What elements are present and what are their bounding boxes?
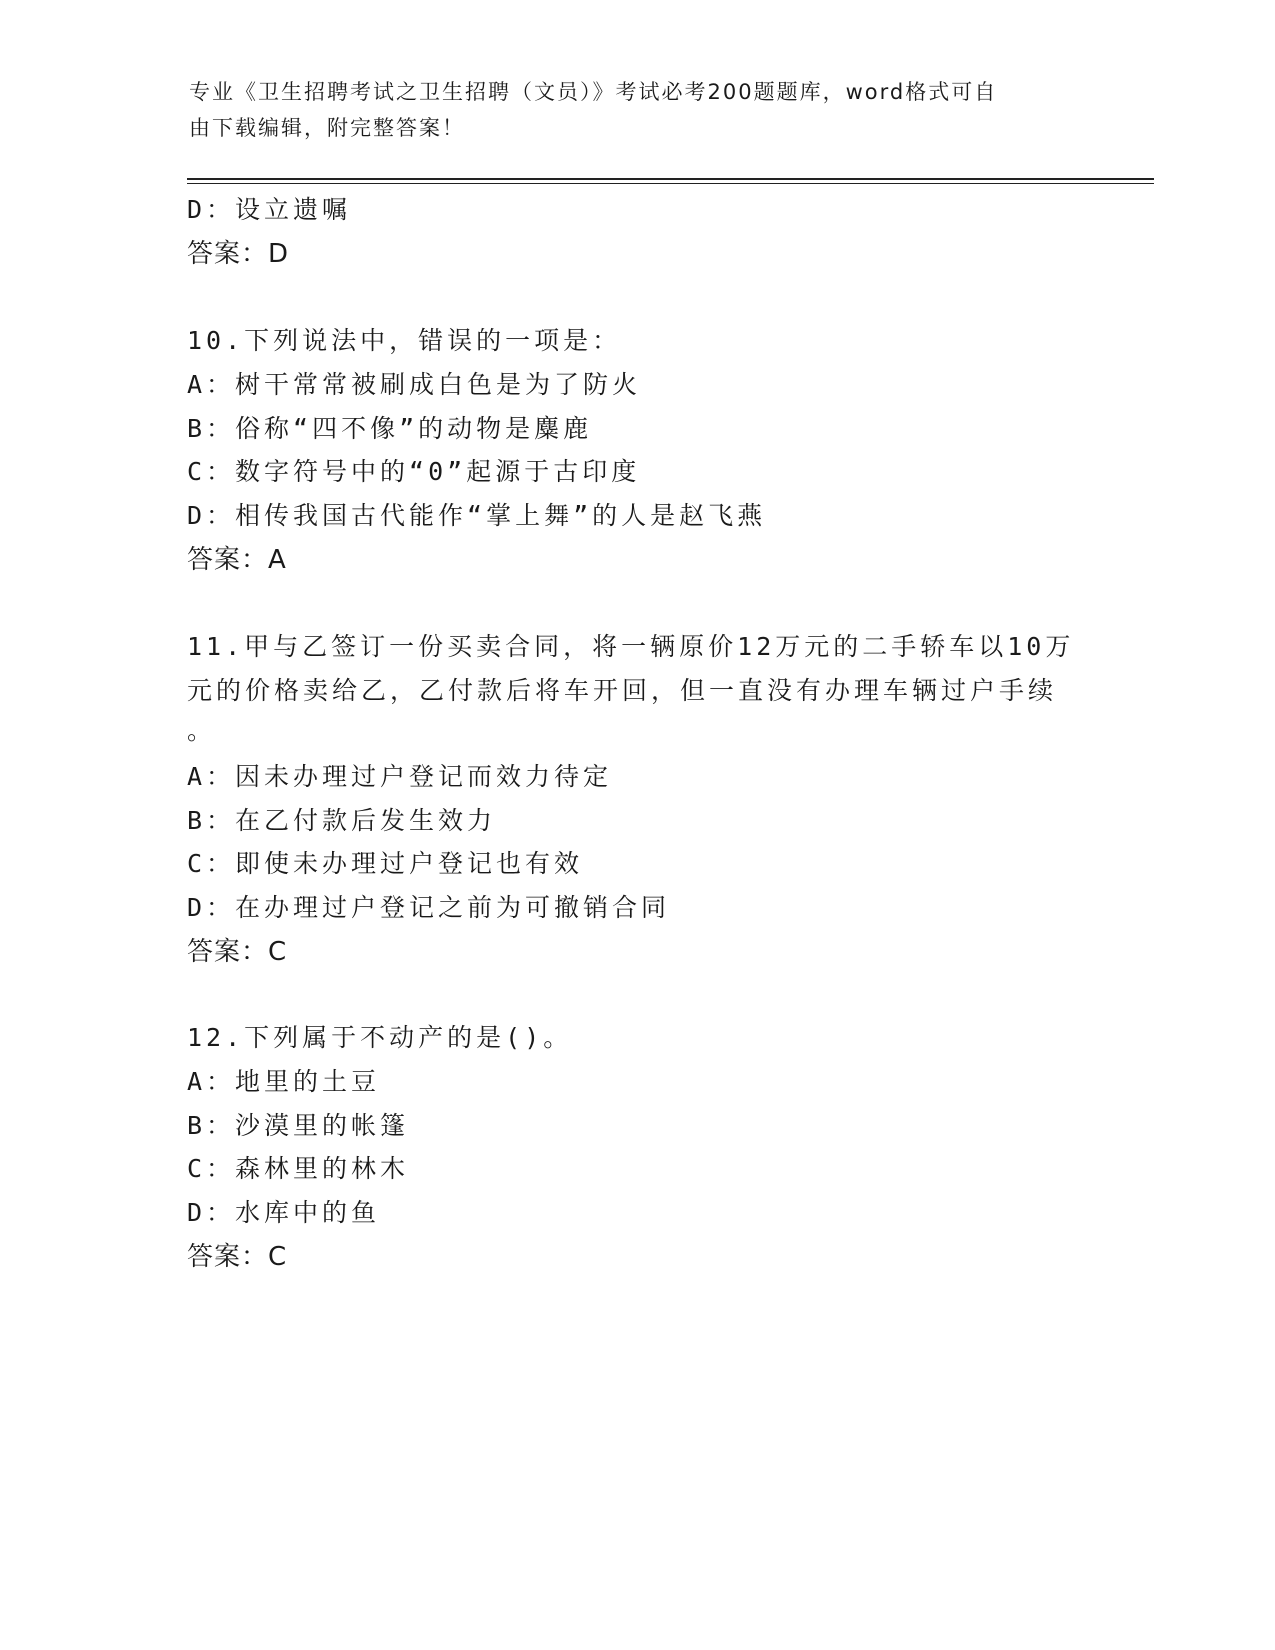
q10-option-b: B：俗称“四不像”的动物是麋鹿 [187,414,593,443]
header-rule-thin [187,183,1154,184]
q10-option-c: C：数字符号中的“0”起源于古印度 [187,457,641,486]
q12-option-b: B：沙漠里的帐篷 [187,1111,410,1140]
header-rule-thick [187,178,1154,180]
header-line-2: 由下载编辑，附完整答案！ [189,116,465,140]
q11-question-line-3: 。 [187,716,217,745]
q10-option-a: A：树干常常被刷成白色是为了防火 [187,370,642,399]
q11-option-d: D：在办理过户登记之前为可撤销合同 [187,893,671,922]
q11-option-c: C：即使未办理过户登记也有效 [187,849,584,878]
q11-option-b: B：在乙付款后发生效力 [187,806,497,835]
q11-question-line-1: 11.甲与乙签订一份买卖合同，将一辆原价12万元的二手轿车以10万 [187,632,1075,661]
q9-option-d: D：设立遗嘱 [187,195,352,224]
q11-answer: 答案：C [187,937,288,967]
q10-answer: 答案：A [187,545,287,575]
q12-option-a: A：地里的土豆 [187,1067,381,1096]
q12-option-d: D：水库中的鱼 [187,1198,381,1227]
header-line-1: 专业《卫生招聘考试之卫生招聘（文员）》考试必考200题题库，word格式可自 [189,80,998,104]
document-header [189,74,1089,146]
q10-option-d: D：相传我国古代能作“掌上舞”的人是赵飞燕 [187,501,767,530]
q11-question-line-2: 元的价格卖给乙，乙付款后将车开回，但一直没有办理车辆过户手续 [187,676,1058,705]
q9-answer: 答案：D [187,239,290,269]
q10-question: 10.下列说法中，错误的一项是： [187,326,622,355]
q12-question: 12.下列属于不动产的是()。 [187,1023,573,1052]
q11-option-a: A：因未办理过户登记而效力待定 [187,762,613,791]
q12-option-c: C：森林里的林木 [187,1154,410,1183]
q12-answer: 答案：C [187,1242,288,1272]
